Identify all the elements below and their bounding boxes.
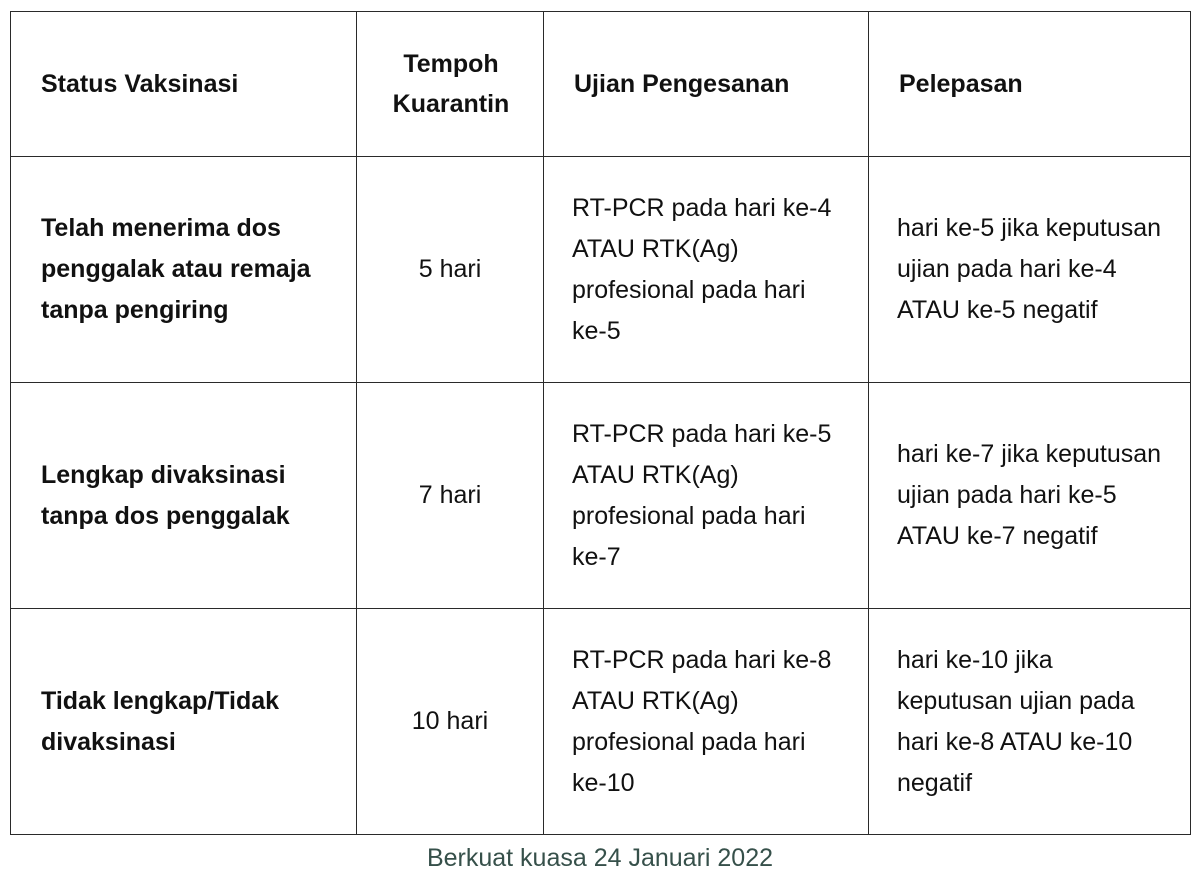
table-row: [11, 609, 1191, 835]
row-release: hari ke-5 jika keputusan ujian pada hari ke-4 ATAU ke-5 negatif: [869, 157, 1191, 383]
row-period: 10 hari: [357, 609, 544, 835]
header-status: Status Vaksinasi: [11, 12, 357, 157]
row-status: Telah menerima dos penggalak atau remaja tanpa pengiring: [11, 157, 357, 383]
row-test: RT-PCR pada hari ke-5 ATAU RTK(Ag) profesional pada hari ke-7: [544, 383, 869, 609]
row-release: hari ke-10 jika keputusan ujian pada hari ke-8 ATAU ke-10 negatif: [869, 609, 1191, 835]
header-period: Tempoh Kuarantin: [357, 12, 544, 157]
effective-date-caption: Berkuat kuasa 24 Januari 2022: [426, 844, 774, 872]
row-test: RT-PCR pada hari ke-4 ATAU RTK(Ag) profesional pada hari ke-5: [544, 157, 869, 383]
row-status: Lengkap divaksinasi tanpa dos penggalak: [11, 383, 357, 609]
header-release: Pelepasan: [869, 12, 1191, 157]
header-test: Ujian Pengesanan: [544, 12, 869, 157]
row-period: 5 hari: [357, 157, 544, 383]
table-row: [11, 157, 1191, 383]
row-release: hari ke-7 jika keputusan ujian pada hari ke-5 ATAU ke-7 negatif: [869, 383, 1191, 609]
row-status: Tidak lengkap/Tidak divaksinasi: [11, 609, 357, 835]
table-row: [11, 383, 1191, 609]
quarantine-table: [10, 11, 1191, 835]
row-test: RT-PCR pada hari ke-8 ATAU RTK(Ag) profesional pada hari ke-10: [544, 609, 869, 835]
row-period: 7 hari: [357, 383, 544, 609]
table-header-row: [11, 12, 1191, 157]
